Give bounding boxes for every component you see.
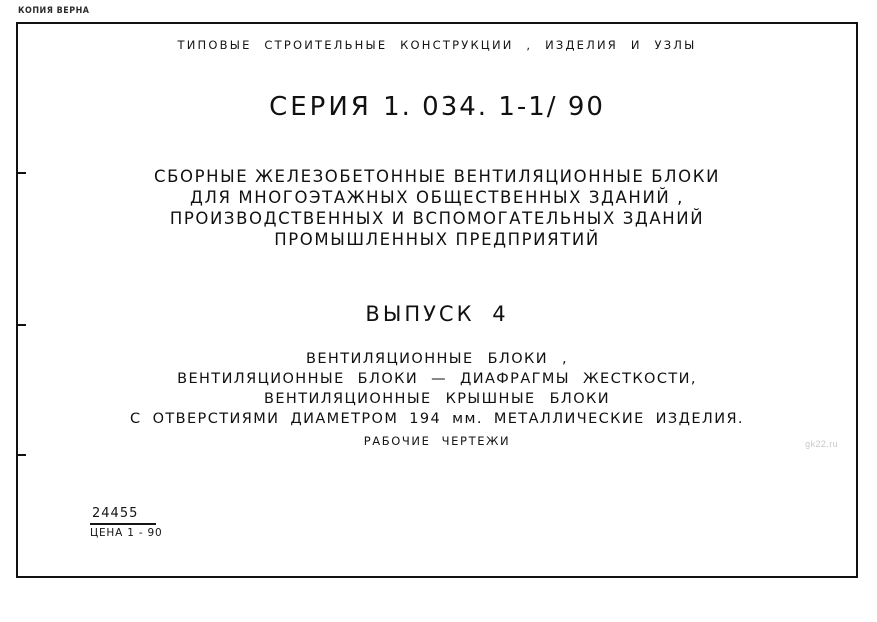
title-line-4: ПРОМЫШЛЕННЫХ ПРЕДПРИЯТИЙ bbox=[274, 230, 600, 249]
subtitle-line-3: ВЕНТИЛЯЦИОННЫЕ КРЫШНЫЕ БЛОКИ bbox=[264, 391, 610, 407]
title-line-3: ПРОИЗВОДСТВЕННЫХ И ВСПОМОГАТЕЛЬНЫХ ЗДАНИЙ bbox=[169, 209, 705, 228]
document-content bbox=[18, 24, 856, 576]
price-code: 24455 bbox=[92, 506, 139, 521]
subtitle-line-4: С ОТВЕРСТИЯМИ ДИАМЕТРОМ 194 мм. МЕТАЛЛИЧЕСКИЕ ИЗДЕЛИЯ. bbox=[130, 411, 744, 427]
document-frame bbox=[16, 22, 858, 578]
price-divider bbox=[90, 523, 156, 525]
title-line-2: ДЛЯ МНОГОЭТАЖНЫХ ОБЩЕСТВЕННЫХ ЗДАНИЙ , bbox=[189, 188, 685, 207]
issue-number: 4 bbox=[492, 302, 509, 326]
price-value: ЦЕНА 1 - 90 bbox=[90, 526, 163, 539]
document-subtitle bbox=[18, 349, 856, 429]
subtitle-line-2: ВЕНТИЛЯЦИОННЫЕ БЛОКИ — ДИАФРАГМЫ ЖЕСТКОСТИ, bbox=[177, 371, 697, 387]
stamp-text: КОПИЯ ВЕРНА bbox=[18, 5, 90, 16]
copy-certified-stamp bbox=[18, 6, 90, 15]
document-title bbox=[18, 166, 856, 250]
subtitle-line-1: ВЕНТИЛЯЦИОННЫЕ БЛОКИ , bbox=[305, 351, 568, 367]
series-number: 1. 034. 1-1/ 90 bbox=[383, 92, 605, 122]
site-watermark: gk22.ru bbox=[805, 439, 838, 449]
series-label: СЕРИЯ bbox=[269, 92, 372, 122]
document-header: ТИПОВЫЕ СТРОИТЕЛЬНЫЕ КОНСТРУКЦИИ , ИЗДЕЛИЯ И УЗЛЫ bbox=[177, 38, 697, 52]
price-block bbox=[90, 502, 163, 539]
issue-label: ВЫПУСК bbox=[365, 302, 475, 326]
working-drawings-label: РАБОЧИЕ ЧЕРТЕЖИ bbox=[363, 434, 511, 448]
title-line-1: СБОРНЫЕ ЖЕЛЕЗОБЕТОННЫЕ ВЕНТИЛЯЦИОННЫЕ БЛОКИ bbox=[153, 167, 721, 186]
series-line bbox=[18, 92, 856, 122]
issue-line bbox=[18, 302, 856, 326]
